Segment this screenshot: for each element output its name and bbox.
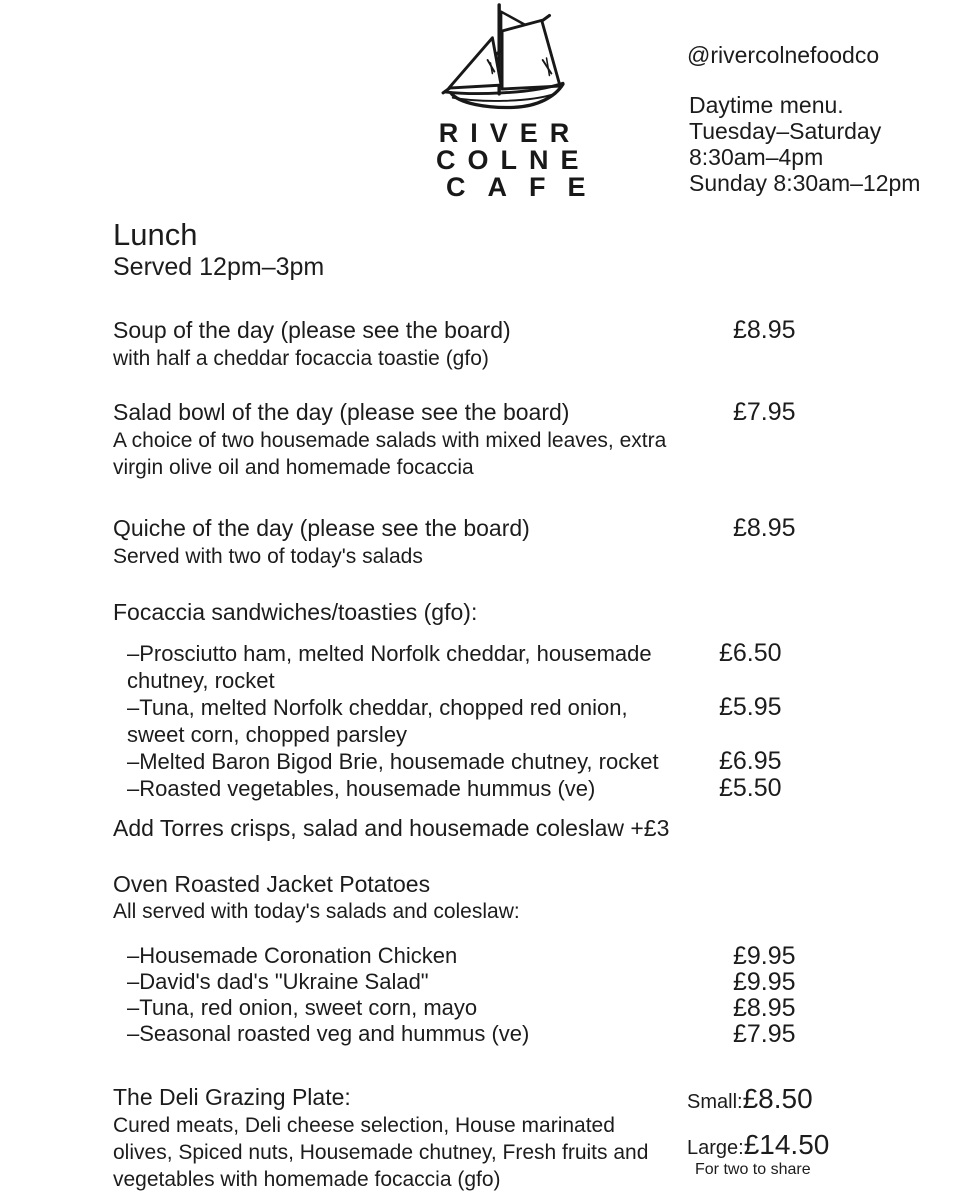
list-item xyxy=(113,694,913,748)
grazing-heading: The Deli Grazing Plate: xyxy=(113,1084,351,1110)
list-item xyxy=(113,1021,913,1047)
item-price: £8.95 xyxy=(733,316,796,344)
item-price: £9.95 xyxy=(733,968,796,996)
share-note: For two to share xyxy=(695,1161,811,1178)
menu-item-salad-bowl xyxy=(113,398,913,481)
item-name: –David's dad's "Ukraine Salad" xyxy=(127,969,429,994)
menu-item-soup xyxy=(113,316,913,372)
cafe-logo xyxy=(424,2,608,202)
item-name: –Housemade Coronation Chicken xyxy=(127,943,458,968)
item-name: –Roasted vegetables, housemade hummus (ve) xyxy=(127,776,596,801)
item-price: £8.95 xyxy=(733,514,796,542)
wordmark-line-2: COLNE xyxy=(436,145,591,175)
instagram-handle: @rivercolnefoodco xyxy=(687,42,880,68)
size-label: Large: xyxy=(687,1137,744,1159)
item-price: £5.95 xyxy=(719,693,782,721)
sailing-boat-icon xyxy=(424,2,584,118)
grazing-plate-block xyxy=(113,1083,913,1193)
wordmark-line-1: RIVER xyxy=(438,118,582,148)
item-description: with half a cheddar focaccia toastie (gfo) xyxy=(113,347,489,370)
hours-line-4: Sunday 8:30am–12pm xyxy=(689,170,921,196)
grazing-small-price-row xyxy=(687,1083,907,1115)
list-item xyxy=(113,995,913,1021)
item-name: –Melted Baron Bigod Brie, housemade chutney, rocket xyxy=(127,749,659,774)
item-description: Served with two of today's salads xyxy=(113,545,423,568)
item-name: Salad bowl of the day (please see the board) xyxy=(113,399,570,425)
wordmark xyxy=(424,118,608,202)
grazing-prices xyxy=(687,1083,907,1179)
item-price: £6.50 xyxy=(719,639,782,667)
add-ons-note: Add Torres crisps, salad and housemade coleslaw +£3 xyxy=(113,815,670,841)
section-subtitle: Served 12pm–3pm xyxy=(113,253,325,281)
size-price: £14.50 xyxy=(743,1129,830,1160)
list-item xyxy=(113,775,913,802)
size-price: £8.50 xyxy=(742,1083,813,1114)
menu-item-quiche xyxy=(113,514,913,570)
item-name: –Tuna, red onion, sweet corn, mayo xyxy=(127,995,478,1020)
item-name: Quiche of the day (please see the board) xyxy=(113,515,530,541)
section-title: Lunch xyxy=(113,217,198,252)
lunch-menu xyxy=(113,218,913,1193)
item-price: £5.50 xyxy=(719,774,782,802)
jackets-subheading: All served with today's salads and coleslaw: xyxy=(113,900,520,923)
grazing-large-price-row xyxy=(687,1129,907,1161)
list-item xyxy=(113,943,913,969)
hours-line-1: Daytime menu. xyxy=(689,92,844,118)
item-name: –Tuna, melted Norfolk cheddar, chopped red onion, sweet corn, chopped parsley xyxy=(127,695,628,747)
item-price: £6.95 xyxy=(719,747,782,775)
grazing-description: Cured meats, Deli cheese selection, House marinated olives, Spiced nuts, Housemade chutney, Fresh fruits and vegetables with homemade focaccia (gfo) xyxy=(113,1114,649,1191)
item-price: £7.95 xyxy=(733,398,796,426)
list-item xyxy=(113,748,913,775)
wordmark-line-3: CAFE xyxy=(446,172,608,202)
item-name: Soup of the day (please see the board) xyxy=(113,317,511,343)
jackets-heading: Oven Roasted Jacket Potatoes xyxy=(113,871,431,897)
opening-hours xyxy=(689,92,920,196)
item-name: –Prosciutto ham, melted Norfolk cheddar, housemade chutney, rocket xyxy=(127,641,652,693)
size-label: Small: xyxy=(687,1091,743,1113)
jackets-heading-block xyxy=(113,870,913,925)
jackets-list xyxy=(113,943,913,1047)
item-description: A choice of two housemade salads with mixed leaves, extra virgin olive oil and homemade focaccia xyxy=(113,429,667,479)
focaccia-list xyxy=(113,640,913,802)
focaccia-heading: Focaccia sandwiches/toasties (gfo): xyxy=(113,599,478,625)
hours-line-2: Tuesday–Saturday xyxy=(689,118,882,144)
list-item xyxy=(113,969,913,995)
item-price: £8.95 xyxy=(733,994,796,1022)
item-price: £9.95 xyxy=(733,942,796,970)
hours-line-3: 8:30am–4pm xyxy=(689,144,824,170)
item-price: £7.95 xyxy=(733,1020,796,1048)
item-name: –Seasonal roasted veg and hummus (ve) xyxy=(127,1021,530,1046)
list-item xyxy=(113,640,913,694)
